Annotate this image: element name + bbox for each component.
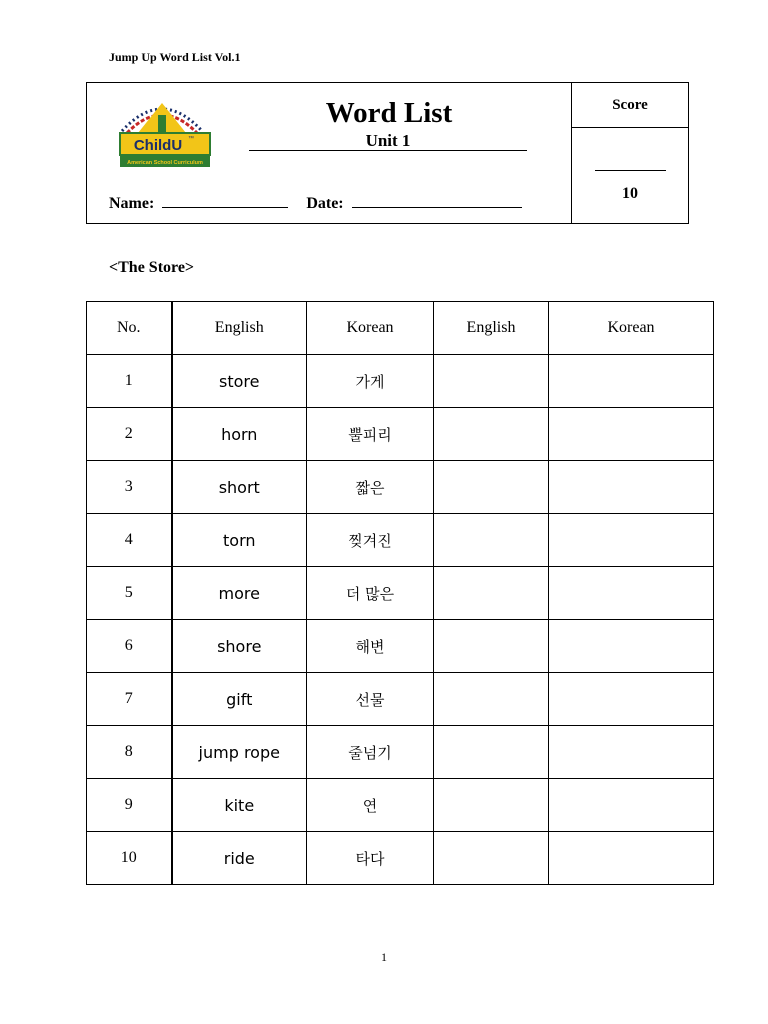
- page-number: 1: [381, 950, 387, 964]
- row-number: 7: [87, 673, 172, 726]
- score-label: Score: [572, 83, 688, 128]
- table-header-row: [87, 302, 714, 355]
- row-number: 3: [87, 461, 172, 514]
- row-number: 6: [87, 620, 172, 673]
- logo-tagline: American School Curriculum: [127, 160, 203, 166]
- table-row: [87, 726, 714, 779]
- korean-practice-cell[interactable]: [549, 461, 714, 514]
- korean-practice-cell[interactable]: [549, 673, 714, 726]
- name-label: Name:: [109, 195, 155, 212]
- korean-practice-cell[interactable]: [549, 832, 714, 885]
- row-number: 9: [87, 779, 172, 832]
- table-row: [87, 673, 714, 726]
- korean-word: 줄넘기: [307, 726, 434, 779]
- korean-word: 타다: [307, 832, 434, 885]
- header-no: No.: [87, 302, 172, 355]
- score-total: 10: [622, 185, 638, 202]
- korean-word: 연: [307, 779, 434, 832]
- english-practice-cell[interactable]: [434, 726, 549, 779]
- english-practice-cell[interactable]: [434, 832, 549, 885]
- korean-word: 가게: [307, 355, 434, 408]
- row-number: 8: [87, 726, 172, 779]
- table-row: [87, 832, 714, 885]
- table-row: [87, 514, 714, 567]
- english-word: short: [172, 461, 307, 514]
- english-word: shore: [172, 620, 307, 673]
- score-blank[interactable]: [595, 170, 666, 171]
- score-box: [571, 83, 688, 223]
- header-korean: Korean: [307, 302, 434, 355]
- date-label: Date:: [306, 195, 344, 212]
- table-row: [87, 620, 714, 673]
- header-korean-practice: Korean: [549, 302, 714, 355]
- table-row: [87, 779, 714, 832]
- english-practice-cell[interactable]: [434, 620, 549, 673]
- english-word: gift: [172, 673, 307, 726]
- header-english-practice: English: [434, 302, 549, 355]
- korean-practice-cell[interactable]: [549, 514, 714, 567]
- logo-trademark: ™: [188, 136, 194, 142]
- row-number: 5: [87, 567, 172, 620]
- header-english: English: [172, 302, 307, 355]
- worksheet-header-box: [86, 82, 689, 224]
- korean-word: 해변: [307, 620, 434, 673]
- table-row: [87, 461, 714, 514]
- name-blank[interactable]: [162, 193, 288, 208]
- korean-word: 선물: [307, 673, 434, 726]
- english-practice-cell[interactable]: [434, 514, 549, 567]
- date-blank[interactable]: [352, 193, 522, 208]
- english-word: store: [172, 355, 307, 408]
- english-word: torn: [172, 514, 307, 567]
- table-row: [87, 355, 714, 408]
- korean-word: 짧은: [307, 461, 434, 514]
- english-practice-cell[interactable]: [434, 408, 549, 461]
- row-number: 1: [87, 355, 172, 408]
- english-word: more: [172, 567, 307, 620]
- table-row: [87, 408, 714, 461]
- english-word: jump rope: [172, 726, 307, 779]
- childu-logo: [108, 93, 216, 175]
- korean-practice-cell[interactable]: [549, 779, 714, 832]
- korean-practice-cell[interactable]: [549, 620, 714, 673]
- section-title: <The Store>: [109, 259, 195, 276]
- english-practice-cell[interactable]: [434, 779, 549, 832]
- english-word: ride: [172, 832, 307, 885]
- name-date-row: [109, 193, 522, 213]
- english-practice-cell[interactable]: [434, 355, 549, 408]
- unit-subtitle: Unit 1: [249, 131, 527, 151]
- row-number: 2: [87, 408, 172, 461]
- korean-practice-cell[interactable]: [549, 726, 714, 779]
- english-word: horn: [172, 408, 307, 461]
- word-table: [86, 301, 714, 885]
- header-note: Jump Up Word List Vol.1: [109, 50, 241, 64]
- english-word: kite: [172, 779, 307, 832]
- korean-word: 찢겨진: [307, 514, 434, 567]
- page-title: Word List: [325, 97, 453, 129]
- korean-practice-cell[interactable]: [549, 355, 714, 408]
- english-practice-cell[interactable]: [434, 461, 549, 514]
- english-practice-cell[interactable]: [434, 673, 549, 726]
- logo-brand: ChildU: [133, 137, 183, 154]
- row-number: 10: [87, 832, 172, 885]
- english-practice-cell[interactable]: [434, 567, 549, 620]
- korean-practice-cell[interactable]: [549, 567, 714, 620]
- korean-practice-cell[interactable]: [549, 408, 714, 461]
- row-number: 4: [87, 514, 172, 567]
- korean-word: 뿔피리: [307, 408, 434, 461]
- korean-word: 더 많은: [307, 567, 434, 620]
- table-row: [87, 567, 714, 620]
